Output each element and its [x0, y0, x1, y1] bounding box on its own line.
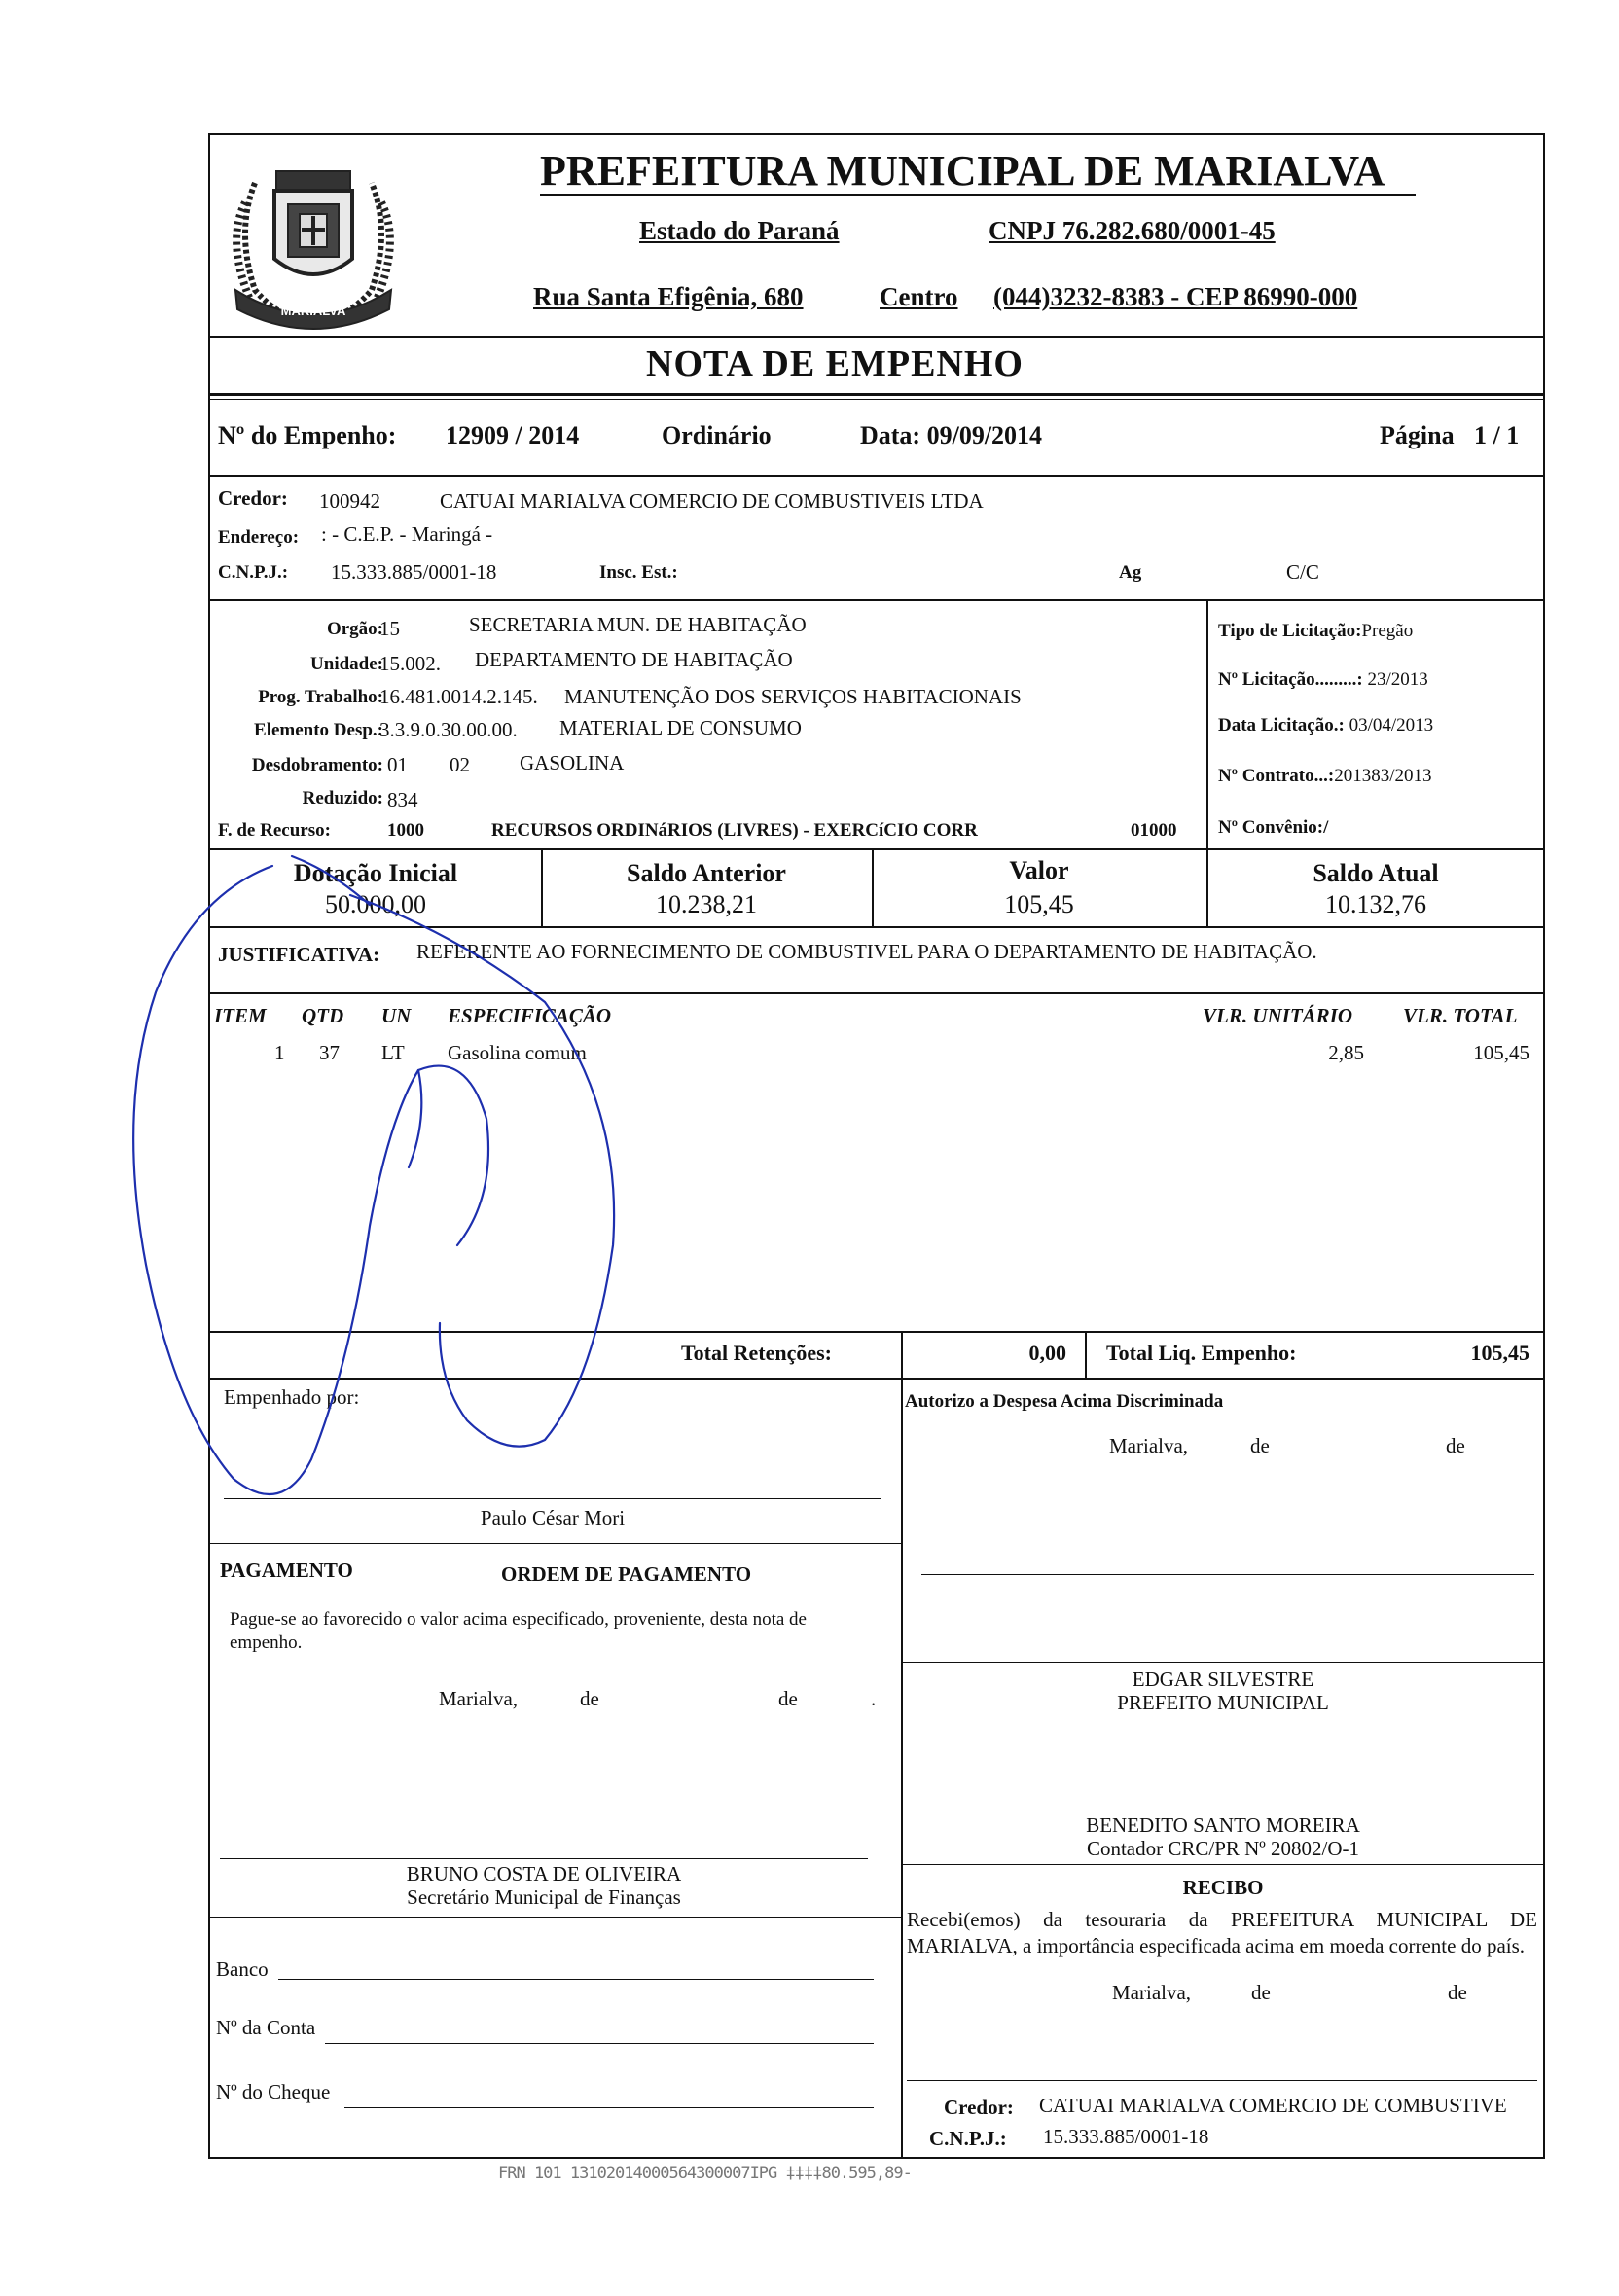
empenhado-name: Paulo César Mori	[480, 1506, 626, 1529]
credor-code: 100942	[319, 489, 380, 513]
pagamento-city: Marialva,	[439, 1687, 519, 1710]
contrato-label: Nº Contrato...:201383/2013	[1218, 766, 1432, 786]
row-total: 105,45	[1473, 1041, 1529, 1064]
dotacao-value: 50.000,00	[325, 890, 426, 918]
justificativa-text: REFERENTE AO FORNECIMENTO DE COMBUSTIVEL PARA O DEPARTAMENTO DE HABITAÇÃO.	[416, 940, 1317, 963]
saldo-atual-value: 10.132,76	[1325, 890, 1426, 918]
reduzido-label: Reduzido:	[302, 788, 383, 808]
dotacao-label: Dotação Inicial	[293, 859, 458, 887]
empenho-number: 12909 / 2014	[446, 421, 580, 449]
pagamento-dot: .	[871, 1687, 877, 1710]
contador-name: BENEDITO SANTO MOREIRA	[1086, 1813, 1360, 1837]
saldo-anterior-label: Saldo Anterior	[627, 859, 786, 887]
licitacao-tipo-value: Pregão	[1361, 621, 1414, 641]
conta-label: Nº da Conta	[216, 2016, 316, 2039]
header-state: Estado do Paraná	[639, 216, 840, 245]
licitacao-data-label: Data Licitação.: 03/04/2013	[1218, 715, 1434, 735]
credor-cnpj-value: 15.333.885/0001-18	[331, 560, 497, 584]
header-district: Centro	[880, 282, 958, 311]
recurso-label: F. de Recurso:	[218, 820, 331, 841]
licitacao-data-value: 03/04/2013	[1349, 715, 1434, 735]
endereco-value: : - C.E.P. - Maringá -	[321, 522, 493, 546]
empenho-date: Data: 09/09/2014	[860, 421, 1043, 449]
elemento-code: 3.3.9.0.30.00.00.	[379, 718, 518, 741]
row-un: LT	[381, 1041, 405, 1064]
document-title: NOTA DE EMPENHO	[646, 343, 1024, 384]
col-un: UN	[381, 1004, 412, 1027]
retencoes-value: 0,00	[1028, 1341, 1066, 1365]
recurso-code: 1000	[387, 820, 424, 841]
saldo-atual-label: Saldo Atual	[1313, 859, 1439, 887]
orgao-label: Orgão:	[326, 619, 383, 639]
liquido-value: 105,45	[1470, 1341, 1529, 1365]
licitacao-numero-value: 23/2013	[1367, 669, 1428, 690]
prog-name: MANUTENÇÃO DOS SERVIÇOS HABITACIONAIS	[564, 685, 1022, 708]
licitacao-numero-label: Nº Licitação.........: 23/2013	[1218, 669, 1428, 690]
insc-label: Insc. Est.:	[599, 562, 678, 583]
empenhado-label: Empenhado por:	[224, 1385, 360, 1409]
col-vlr-unitario: VLR. UNITÁRIO	[1203, 1004, 1353, 1027]
recibo-title: RECIBO	[1182, 1876, 1264, 1899]
cc-label: C/C	[1286, 560, 1319, 584]
credor-label: Credor:	[218, 486, 288, 510]
autorizo-label: Autorizo a Despesa Acima Discriminada	[905, 1391, 1224, 1412]
recibo-cnpj-value: 15.333.885/0001-18	[1043, 2125, 1209, 2148]
orgao-code: 15	[379, 617, 400, 640]
pagamento-de-2: de	[778, 1687, 798, 1710]
col-especificacao: ESPECIFICAÇÃO	[448, 1004, 612, 1027]
recibo-city: Marialva,	[1112, 1981, 1192, 2004]
pagamento-label: PAGAMENTO	[220, 1559, 353, 1582]
page-label: Página	[1380, 421, 1455, 449]
pagamento-text: Pague-se ao favorecido o valor acima especificado, proveniente, desta nota de empenho.	[230, 1609, 807, 1653]
row-desc: Gasolina comum	[448, 1041, 587, 1064]
contrato-value: 201383/2013	[1334, 766, 1432, 786]
recibo-credor-value: CATUAI MARIALVA COMERCIO DE COMBUSTIVE	[1039, 2094, 1507, 2117]
prog-label: Prog. Trabalho:	[258, 687, 383, 707]
autorizo-de-2: de	[1446, 1434, 1465, 1457]
banco-label: Banco	[216, 1957, 269, 1981]
col-item: ITEM	[214, 1004, 267, 1027]
page-value: 1 / 1	[1474, 421, 1520, 449]
col-vlr-total: VLR. TOTAL	[1403, 1004, 1518, 1027]
liquido-label: Total Liq. Empenho:	[1106, 1341, 1297, 1365]
recibo-de-1: de	[1251, 1981, 1271, 2004]
desdobramento-label: Desdobramento:	[251, 755, 383, 775]
header-cnpj: CNPJ 76.282.680/0001-45	[989, 216, 1276, 245]
unidade-label: Unidade:	[310, 654, 383, 674]
secretario-name: BRUNO COSTA DE OLIVEIRA	[406, 1862, 682, 1885]
saldo-anterior-value: 10.238,21	[656, 890, 757, 918]
autorizo-city: Marialva,	[1109, 1434, 1189, 1457]
reduzido-code: 834	[387, 788, 418, 811]
ordem-pagamento-label: ORDEM DE PAGAMENTO	[501, 1562, 752, 1586]
desdobramento-code-1: 01	[387, 753, 408, 776]
row-qtd: 37	[319, 1041, 340, 1064]
recurso-name: RECURSOS ORDINáRIOS (LIVRES) - EXERCíCIO CORR	[491, 820, 978, 841]
convenio-label: Nº Convênio:/	[1218, 817, 1329, 838]
empenho-type: Ordinário	[662, 421, 772, 449]
row-item: 1	[274, 1041, 285, 1064]
credor-name: CATUAI MARIALVA COMERCIO DE COMBUSTIVEIS LTDA	[440, 489, 984, 513]
ag-label: Ag	[1119, 562, 1142, 583]
col-qtd: QTD	[302, 1004, 344, 1027]
row-unit: 2,85	[1328, 1041, 1364, 1064]
header-title: PREFEITURA MUNICIPAL DE MARIALVA	[540, 147, 1385, 195]
empenho-label: Nº do Empenho:	[218, 421, 397, 449]
recurso-code-2: 01000	[1131, 820, 1177, 841]
recibo-credor-label: Credor:	[944, 2096, 1014, 2119]
justificativa-label: JUSTIFICATIVA:	[218, 943, 380, 966]
orgao-name: SECRETARIA MUN. DE HABITAÇÃO	[469, 613, 807, 636]
recibo-text: Recebi(emos) da tesouraria da PREFEITURA MUNICIPAL DE MARIALVA, a importância especificada acima em moeda corrente do país.	[907, 1908, 1537, 1957]
cheque-label: Nº do Cheque	[216, 2080, 331, 2103]
footer-code: FRN 101 13102014000564300007IPG ‡‡‡‡80.595,89-	[498, 2164, 912, 2183]
recibo-de-2: de	[1448, 1981, 1467, 2004]
valor-value: 105,45	[1004, 890, 1074, 918]
header-phone-cep: (044)3232-8383 - CEP 86990-000	[993, 282, 1358, 311]
pagamento-de-1: de	[580, 1687, 599, 1710]
retencoes-label: Total Retenções:	[681, 1341, 832, 1365]
unidade-code: 15.002.	[379, 652, 441, 675]
mayor-title: PREFEITO MUNICIPAL	[1117, 1691, 1329, 1714]
contador-title: Contador CRC/PR Nº 20802/O-1	[1086, 1837, 1360, 1860]
autorizo-de-1: de	[1250, 1434, 1270, 1457]
elemento-name: MATERIAL DE CONSUMO	[559, 716, 802, 739]
elemento-label: Elemento Desp.:	[254, 720, 383, 740]
header-address: Rua Santa Efigênia, 680	[533, 282, 804, 311]
mayor-name: EDGAR SILVESTRE	[1132, 1668, 1314, 1691]
desdobramento-name: GASOLINA	[520, 751, 625, 774]
desdobramento-code-2: 02	[450, 753, 470, 776]
recibo-cnpj-label: C.N.P.J.:	[929, 2127, 1007, 2150]
secretario-title: Secretário Municipal de Finanças	[407, 1885, 681, 1909]
valor-label: Valor	[1009, 856, 1069, 884]
licitacao-tipo-label: Tipo de Licitação:Pregão	[1218, 621, 1414, 641]
credor-cnpj-label: C.N.P.J.:	[218, 562, 289, 583]
prog-code: 16.481.0014.2.145.	[379, 685, 538, 708]
unidade-name: DEPARTAMENTO DE HABITAÇÃO	[475, 648, 793, 671]
endereco-label: Endereço:	[218, 527, 300, 548]
seal-text: MARIALVA	[280, 304, 346, 318]
